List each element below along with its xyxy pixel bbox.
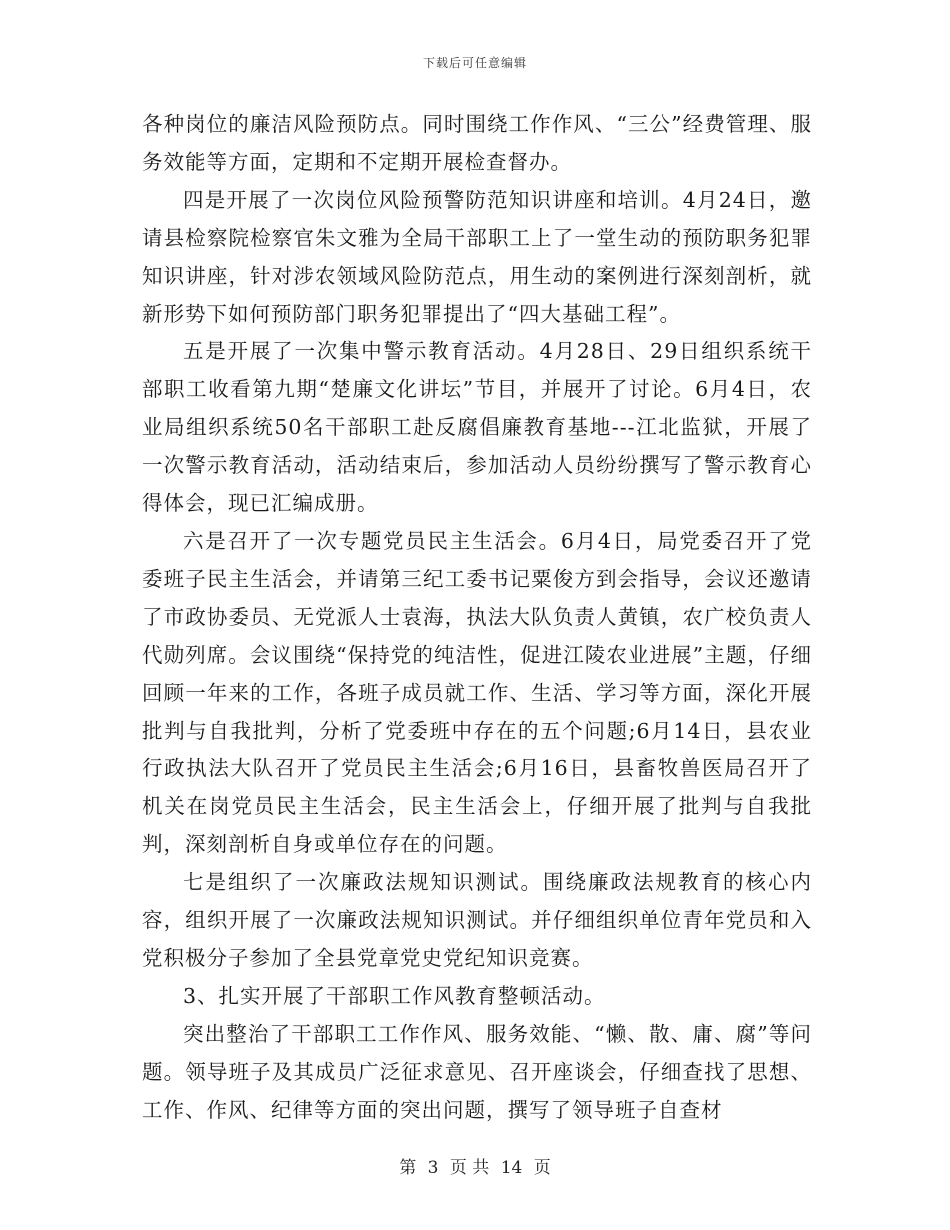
body-text: [142, 106, 812, 1129]
footer-middle: 页 共: [449, 1158, 490, 1178]
paragraph-6: 3、扎实开展了干部职工作风教育整顿活动。: [183, 983, 606, 1008]
paragraph-3: 五是开展了一次集中警示教育活动。4月28日、29日组织系统干部职工收看第九期“楚廉文化讲坛”节目，并展开了讨论。6月4日，农业局组织系统50名干部职工赴反腐倡廉教育基地---江北监狱，开展了一次警示教育活动，活动结束后，参加活动人员纷纷撰写了警示教育心得体会，现已汇编成册。: [142, 339, 812, 516]
paragraph-7: 突出整治了干部职工工作作风、服务效能、“懒、散、庸、腐”等问题。领导班子及其成员广泛征求意见、召开座谈会，仔细查找了思想、工作、作风、纪律等方面的突出问题，撰写了领导班子自查材: [142, 1021, 812, 1122]
total-page-count: 14: [500, 1158, 523, 1178]
paragraph-2: 四是开展了一次岗位风险预警防范知识讲座和培训。4月24日，邀请县检察院检察官朱文雅为全局干部职工上了一堂生动的预防职务犯罪知识讲座，针对涉农领域风险防范点，用生动的案例进行深刻剖析，就新形势下如何预防部门职务犯罪提出了“四大基础工程”。: [142, 187, 812, 326]
footer-suffix: 页: [533, 1158, 551, 1178]
footer-prefix: 第: [399, 1158, 417, 1178]
paragraph-4: 六是召开了一次专题党员民主生活会。6月4日，局党委召开了党委班子民主生活会，并请第三纪工委书记粟俊方到会指导，会议还邀请了市政协委员、无党派人士袁海，执法大队负责人黄镇，农广校负责人代勋列席。会议围绕“保持党的纯洁性，促进江陵农业进展”主题，仔细回顾一年来的工作，各班子成员就工作、生活、学习等方面，深化开展批判与自我批判，分析了党委班中存在的五个问题;6月14日，县农业行政执法大队召开了党员民主生活会;6月16日，县畜牧兽医局召开了机关在岗党员民主生活会，民主生活会上，仔细开展了批判与自我批判，深刻剖析自身或单位存在的问题。: [142, 528, 812, 857]
paragraph-5: 七是组织了一次廉政法规知识测试。围绕廉政法规教育的核心内容，组织开展了一次廉政法规知识测试。并仔细组织单位青年党员和入党积极分子参加了全县党章党史党纪知识竞赛。: [142, 870, 812, 970]
header-note: 下载后可任意编辑: [422, 56, 527, 70]
paragraph-1: 各种岗位的廉洁风险预防点。同时围绕工作作风、“三公”经费管理、服务效能等方面，定期和不定期开展检查督办。: [142, 112, 812, 174]
page-footer: [0, 1153, 950, 1178]
current-page-number: 3: [427, 1158, 439, 1178]
